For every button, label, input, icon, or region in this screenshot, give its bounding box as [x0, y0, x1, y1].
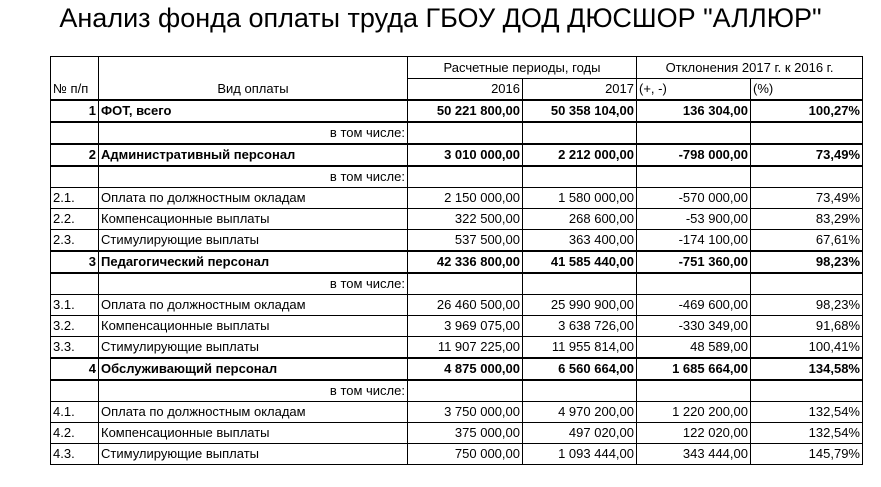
cell-pct: 67,61% [751, 230, 863, 252]
row-name: Административный персонал [99, 144, 408, 166]
row-name: Стимулирующие выплаты [99, 230, 408, 252]
row-name: Стимулирующие выплаты [99, 337, 408, 359]
row-num: 3.2. [51, 316, 99, 337]
cell-2016: 375 000,00 [408, 423, 523, 444]
table-row [51, 295, 863, 316]
cell-2016 [408, 122, 523, 144]
cell-pct: 73,49% [751, 144, 863, 166]
cell-pct [751, 122, 863, 144]
cell-2016: 3 969 075,00 [408, 316, 523, 337]
cell-2017: 25 990 900,00 [523, 295, 637, 316]
row-num [51, 122, 99, 144]
cell-2016: 11 907 225,00 [408, 337, 523, 359]
row-name: ФОТ, всего [99, 100, 408, 122]
cell-2016: 3 010 000,00 [408, 144, 523, 166]
header-row-top [51, 57, 863, 79]
row-name: Компенсационные выплаты [99, 316, 408, 337]
cell-2017: 1 580 000,00 [523, 188, 637, 209]
row-name: Оплата по должностным окладам [99, 402, 408, 423]
header-type-top [99, 57, 408, 79]
table-row [51, 423, 863, 444]
cell-2017: 4 970 200,00 [523, 402, 637, 423]
cell-pct: 100,27% [751, 100, 863, 122]
header-num: № п/п [51, 79, 99, 101]
header-year-2016: 2016 [408, 79, 523, 101]
cell-2017: 11 955 814,00 [523, 337, 637, 359]
table-row [51, 122, 863, 144]
cell-diff: -469 600,00 [637, 295, 751, 316]
row-num: 2.1. [51, 188, 99, 209]
cell-2016 [408, 273, 523, 295]
cell-2017 [523, 166, 637, 188]
cell-pct: 132,54% [751, 423, 863, 444]
cell-pct [751, 166, 863, 188]
header-year-2017: 2017 [523, 79, 637, 101]
cell-2017: 1 093 444,00 [523, 444, 637, 465]
cell-pct: 73,49% [751, 188, 863, 209]
cell-diff: -570 000,00 [637, 188, 751, 209]
table-row [51, 251, 863, 273]
row-sublabel: в том числе: [99, 380, 408, 402]
cell-diff [637, 380, 751, 402]
cell-diff: 1 220 200,00 [637, 402, 751, 423]
cell-2016: 2 150 000,00 [408, 188, 523, 209]
page-title: Анализ фонда оплаты труда ГБОУ ДОД ДЮСШОР "АЛЛЮР" [59, 3, 822, 33]
header-row-bottom [51, 79, 863, 101]
cell-2016: 537 500,00 [408, 230, 523, 252]
header-deviation: Отклонения 2017 г. к 2016 г. [637, 57, 863, 79]
row-num: 3 [51, 251, 99, 273]
table-row [51, 380, 863, 402]
row-num: 1 [51, 100, 99, 122]
row-num: 2 [51, 144, 99, 166]
cell-2017: 50 358 104,00 [523, 100, 637, 122]
cell-diff: 122 020,00 [637, 423, 751, 444]
cell-diff: 48 589,00 [637, 337, 751, 359]
table-row [51, 337, 863, 359]
row-num: 4.1. [51, 402, 99, 423]
header-pct: (%) [751, 79, 863, 101]
table-row [51, 273, 863, 295]
row-num: 2.2. [51, 209, 99, 230]
row-name: Компенсационные выплаты [99, 209, 408, 230]
cell-diff: 343 444,00 [637, 444, 751, 465]
cell-2017: 2 212 000,00 [523, 144, 637, 166]
cell-pct: 98,23% [751, 251, 863, 273]
cell-pct: 91,68% [751, 316, 863, 337]
table-row [51, 209, 863, 230]
cell-diff [637, 122, 751, 144]
row-name: Оплата по должностным окладам [99, 188, 408, 209]
row-sublabel: в том числе: [99, 122, 408, 144]
cell-diff: -798 000,00 [637, 144, 751, 166]
row-num [51, 273, 99, 295]
row-name: Стимулирующие выплаты [99, 444, 408, 465]
row-sublabel: в том числе: [99, 166, 408, 188]
cell-pct [751, 380, 863, 402]
header-num-top [51, 57, 99, 79]
table-row [51, 230, 863, 252]
header-type: Вид оплаты [99, 79, 408, 101]
table-row [51, 316, 863, 337]
cell-2017: 6 560 664,00 [523, 358, 637, 380]
table-row [51, 358, 863, 380]
cell-2016: 42 336 800,00 [408, 251, 523, 273]
cell-pct: 132,54% [751, 402, 863, 423]
cell-2017: 3 638 726,00 [523, 316, 637, 337]
table-row [51, 100, 863, 122]
cell-diff: -174 100,00 [637, 230, 751, 252]
cell-2016: 50 221 800,00 [408, 100, 523, 122]
row-name: Компенсационные выплаты [99, 423, 408, 444]
row-num: 4.3. [51, 444, 99, 465]
cell-2017 [523, 122, 637, 144]
cell-2016 [408, 166, 523, 188]
row-num: 4 [51, 358, 99, 380]
cell-pct: 83,29% [751, 209, 863, 230]
cell-diff: -751 360,00 [637, 251, 751, 273]
cell-pct: 134,58% [751, 358, 863, 380]
cell-2017 [523, 273, 637, 295]
row-num: 3.3. [51, 337, 99, 359]
cell-2017: 363 400,00 [523, 230, 637, 252]
cell-diff: -330 349,00 [637, 316, 751, 337]
header-periods: Расчетные периоды, годы [408, 57, 637, 79]
row-num: 4.2. [51, 423, 99, 444]
cell-diff: 1 685 664,00 [637, 358, 751, 380]
header-abs: (+, -) [637, 79, 751, 101]
cell-diff [637, 166, 751, 188]
cell-2016: 750 000,00 [408, 444, 523, 465]
cell-2016 [408, 380, 523, 402]
row-num [51, 380, 99, 402]
row-name: Оплата по должностным окладам [99, 295, 408, 316]
row-num: 2.3. [51, 230, 99, 252]
cell-2016: 3 750 000,00 [408, 402, 523, 423]
row-name: Педагогический персонал [99, 251, 408, 273]
cell-2017 [523, 380, 637, 402]
payroll-table [50, 56, 863, 465]
row-name: Обслуживающий персонал [99, 358, 408, 380]
cell-2017: 497 020,00 [523, 423, 637, 444]
table-row [51, 166, 863, 188]
table-row [51, 144, 863, 166]
table-row [51, 402, 863, 423]
cell-2016: 4 875 000,00 [408, 358, 523, 380]
cell-pct: 100,41% [751, 337, 863, 359]
cell-pct [751, 273, 863, 295]
table-row [51, 444, 863, 465]
table-row [51, 188, 863, 209]
cell-2016: 322 500,00 [408, 209, 523, 230]
cell-diff: 136 304,00 [637, 100, 751, 122]
row-sublabel: в том числе: [99, 273, 408, 295]
cell-diff: -53 900,00 [637, 209, 751, 230]
cell-pct: 98,23% [751, 295, 863, 316]
cell-2017: 268 600,00 [523, 209, 637, 230]
cell-2016: 26 460 500,00 [408, 295, 523, 316]
row-num: 3.1. [51, 295, 99, 316]
cell-diff [637, 273, 751, 295]
row-num [51, 166, 99, 188]
cell-pct: 145,79% [751, 444, 863, 465]
cell-2017: 41 585 440,00 [523, 251, 637, 273]
